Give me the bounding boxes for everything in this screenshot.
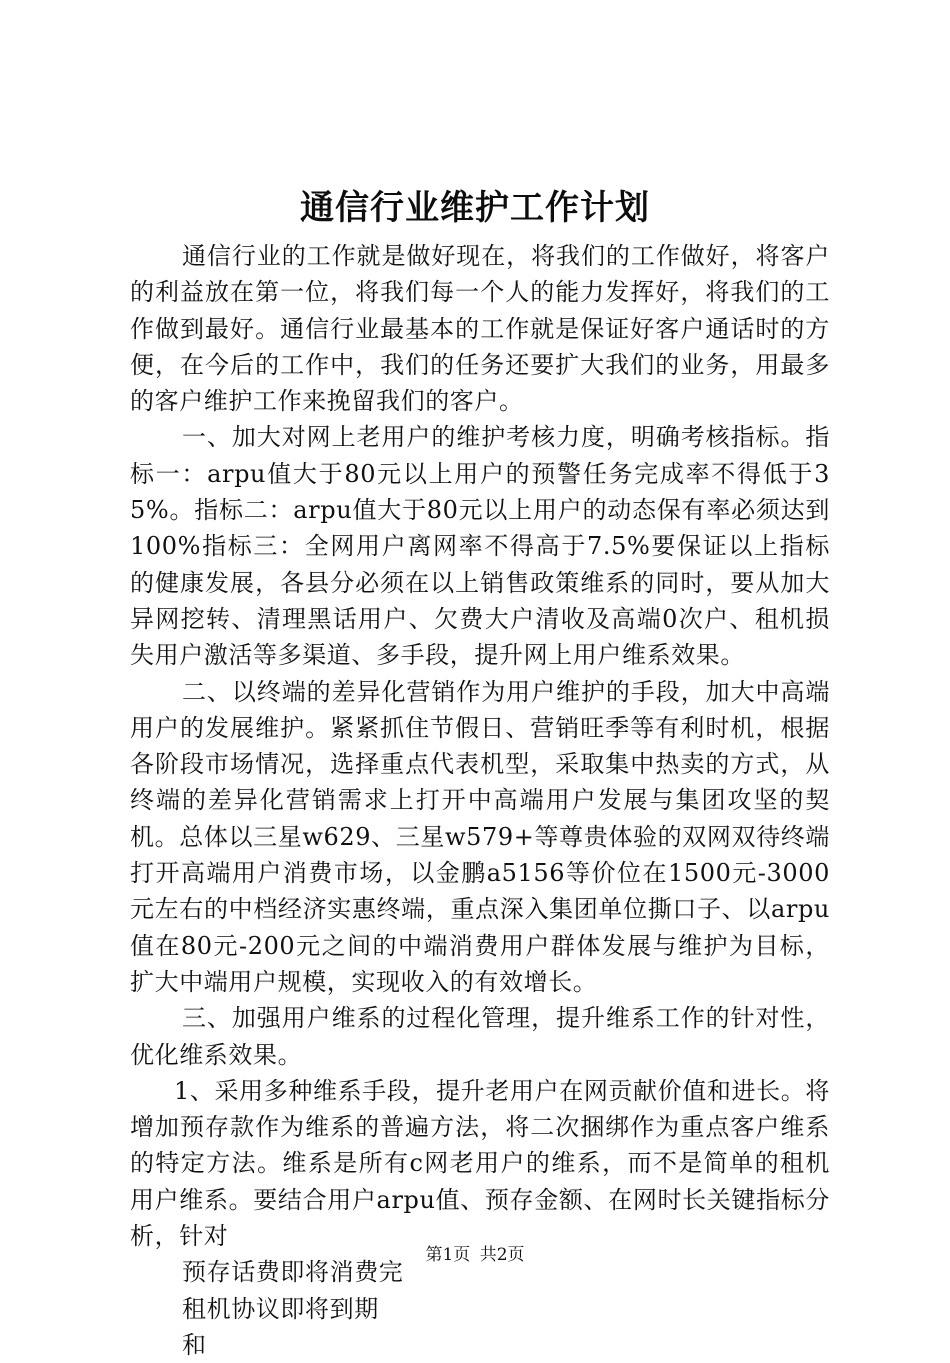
document-body <box>130 238 830 1363</box>
paragraph-item-1: 1、采用多种维系手段，提升老用户在网贡献价值和进长。将增加预存款作为维系的普遍方法，将二次捆绑作为重点客户维系的特定方法。维系是所有c网老用户的维系，而不是简单的租机用户维系。要结合用户arpu值、预存金额、在网时长关键指标分析，针对 <box>130 1076 830 1251</box>
paragraph-section-1: 一、加大对网上老用户的维护考核力度，明确考核指标。指标一：arpu值大于80元以上用户的预警任务完成率不得低于35%。指标二：arpu值大于80元以上用户的动态保有率必须达到100%指标三：全网用户离网率不得高于7.5%要保证以上指标的健康发展，各县分必须在以上销售政策维系的同时，要从加大异网挖转、清理黑话用户、欠费大户清收及高端0次户、租机损失用户激活等多渠道、多手段，提升网上用户维系效果。 <box>130 423 830 670</box>
page-footer: 第1页 共2页 <box>425 1245 525 1265</box>
short-line-contract: 租机协议即将到期 <box>182 1294 379 1323</box>
short-line-and: 和 <box>182 1330 207 1359</box>
document-title: 通信行业维护工作计划 <box>300 188 650 228</box>
short-line-prepaid: 预存话费即将消费完 <box>182 1258 404 1287</box>
paragraph-intro: 通信行业的工作就是做好现在，将我们的工作做好，将客户的利益放在第一位，将我们每一个人的能力发挥好，将我们的工作做到最好。通信行业最基本的工作就是保证好客户通话时的方便，在今后的工作中，我们的任务还要扩大我们的业务，用最多的客户维护工作来挽留我们的客户。 <box>130 242 830 416</box>
paragraph-section-3: 三、加强用户维系的过程化管理，提升维系工作的针对性，优化维系效果。 <box>130 1004 830 1069</box>
paragraph-section-2: 二、以终端的差异化营销作为用户维护的手段，加大中高端用户的发展维护。紧紧抓住节假日、营销旺季等有利时机，根据各阶段市场情况，选择重点代表机型，采取集中热卖的方式，从终端的差异化营销需求上打开中高端用户发展与集团攻坚的契机。总体以三星w629、三星w579+等尊贵体验的双网双待终端打开高端用户消费市场，以金鹏a5156等价位在1500元-3000元左右的中档经济实惠终端，重点深入集团单位撕口子、以arpu值在80元-200元之间的中端消费用户群体发展与维护为目标，扩大中端用户规模，实现收入的有效增长。 <box>130 677 830 996</box>
